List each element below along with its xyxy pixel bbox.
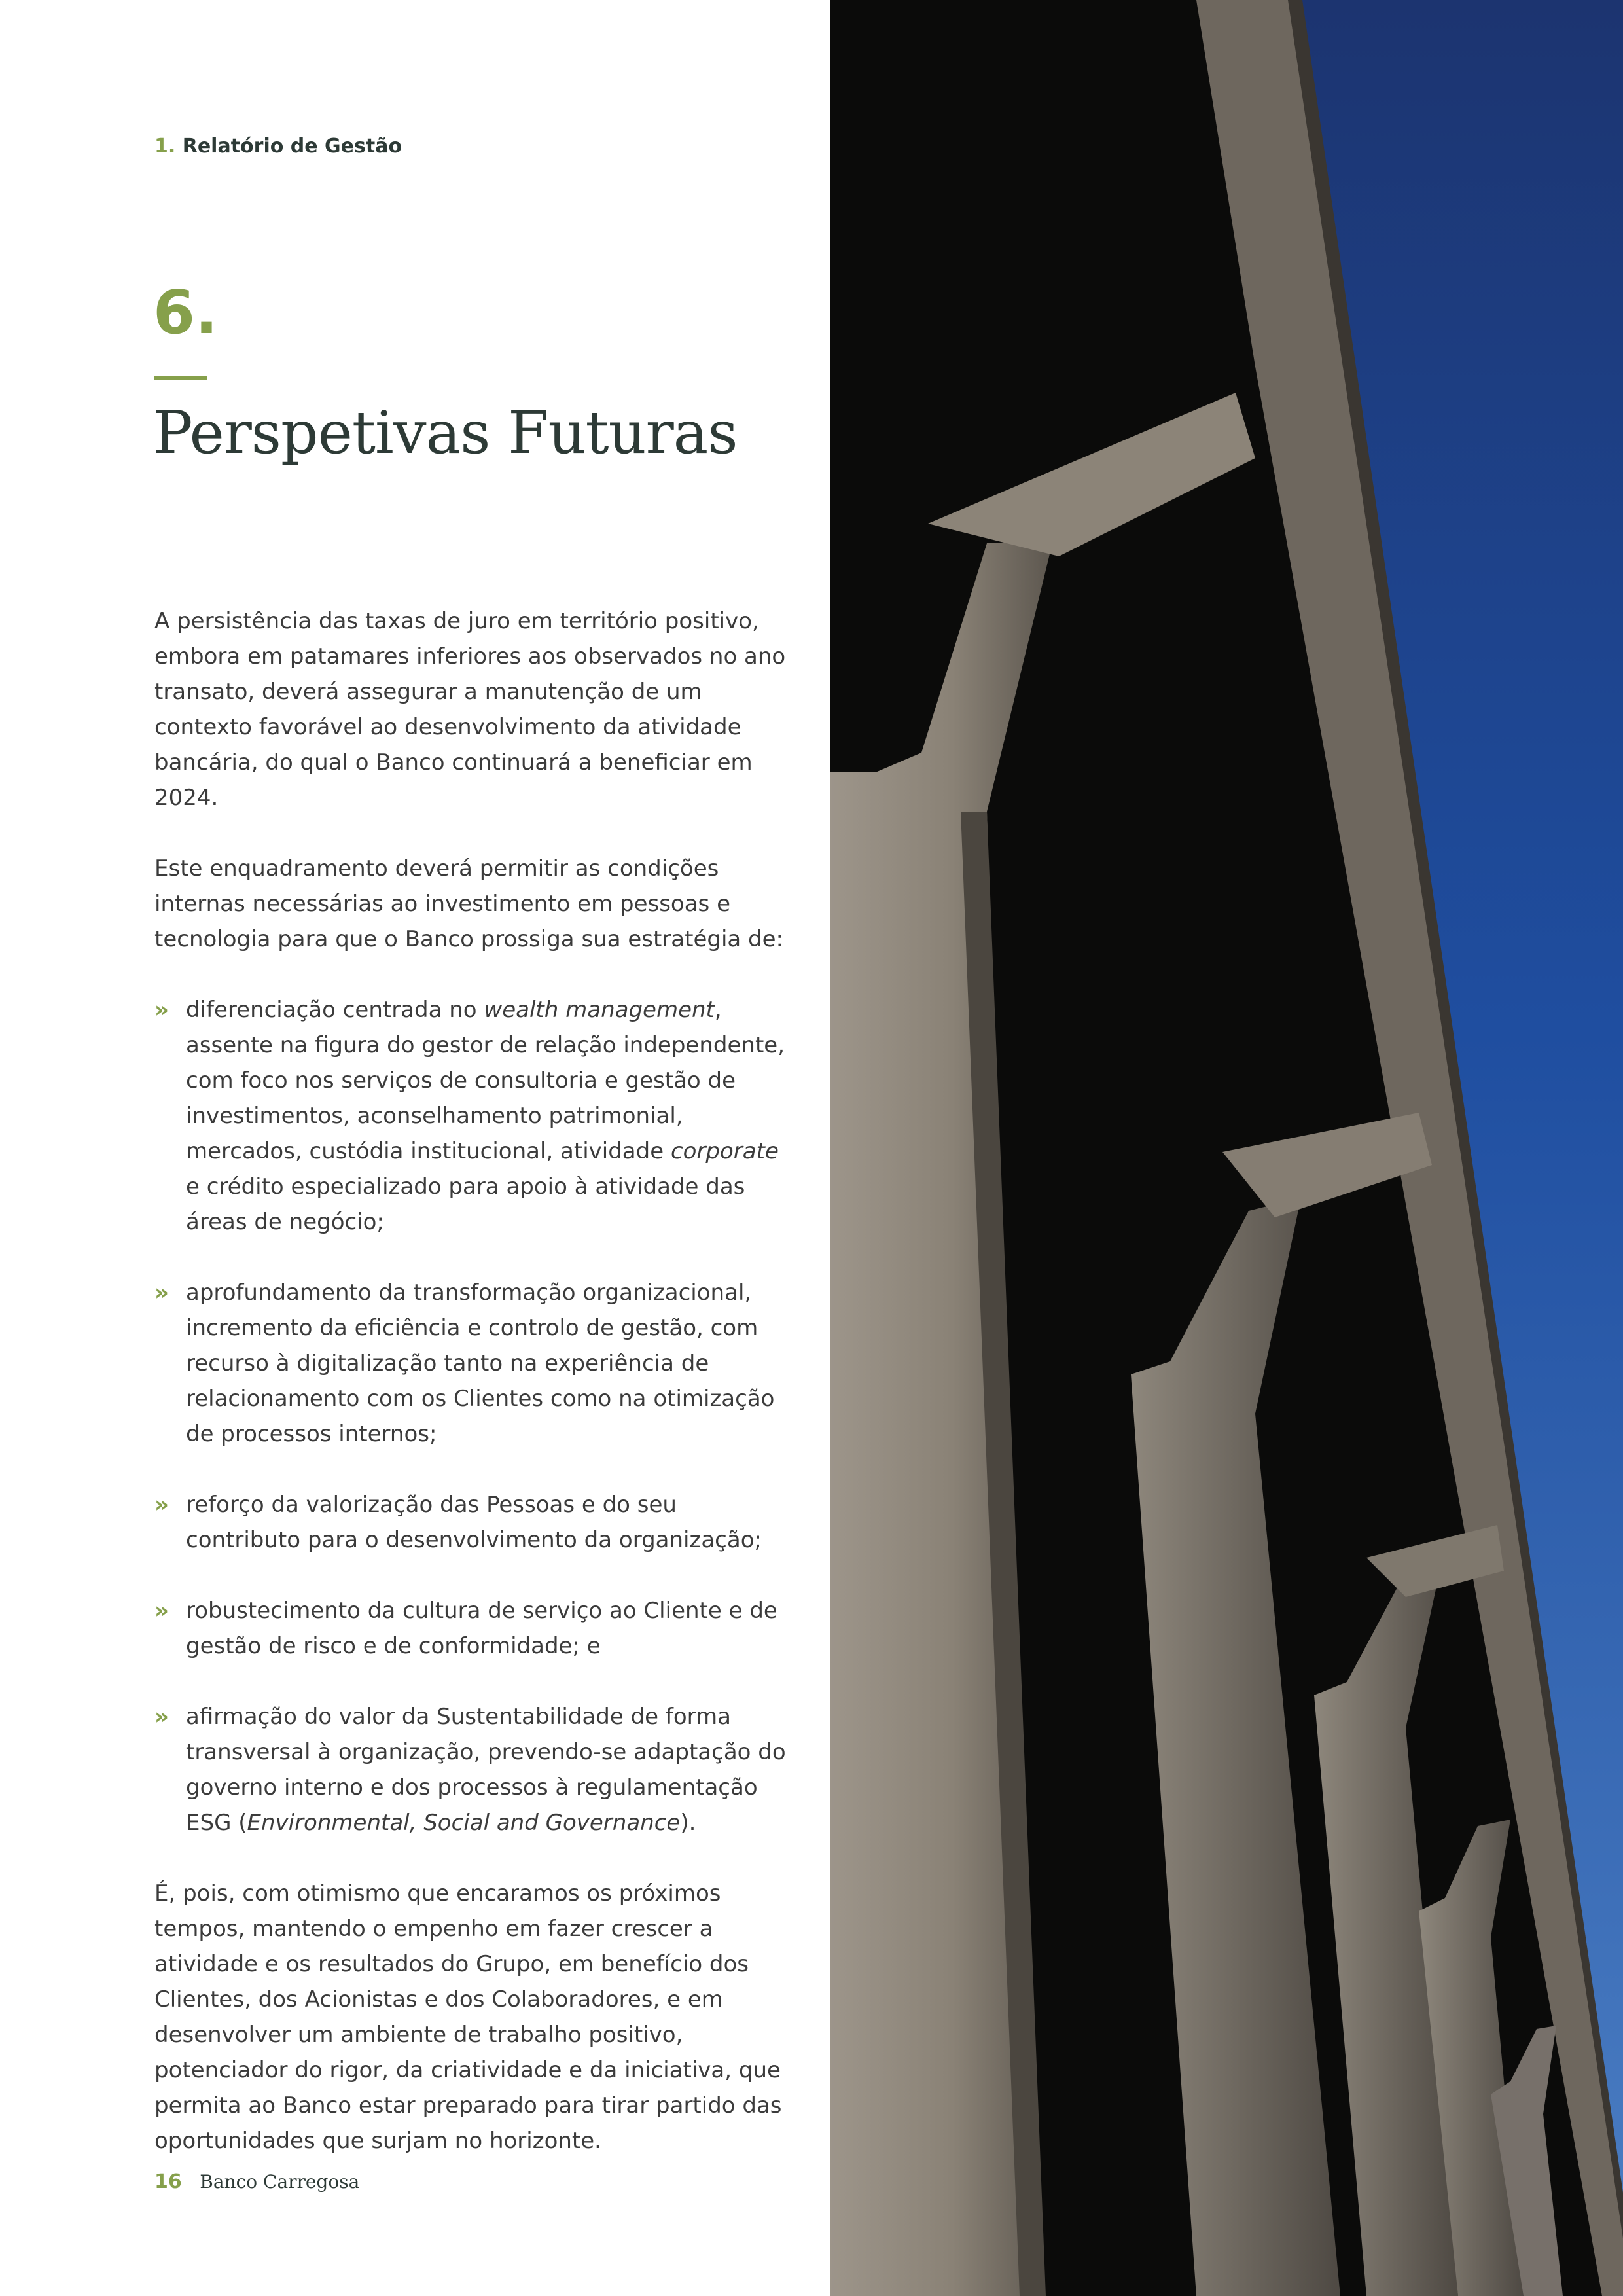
list-item xyxy=(154,1699,788,1840)
list-item-emphasis: corporate xyxy=(670,1138,779,1164)
bullet-marker-icon: » xyxy=(154,1598,169,1624)
page-number: 16 xyxy=(154,2170,182,2193)
list-item-emphasis: Environmental, Social and Governance xyxy=(247,1810,681,1836)
breadcrumb-label: Relatório de Gestão xyxy=(182,135,402,158)
body-text xyxy=(154,603,788,2194)
page-footer xyxy=(154,2170,359,2193)
list-item-text: robustecimento da cultura de serviço ao Cliente e de gestão de risco e de conformidade; e xyxy=(186,1598,777,1659)
list-item xyxy=(154,1593,788,1664)
list-item-text: e crédito especializado para apoio à atividade das áreas de negócio; xyxy=(186,1174,745,1235)
list-item-text: ). xyxy=(680,1810,696,1836)
list-item xyxy=(154,992,788,1240)
section-number: 6. xyxy=(153,278,218,348)
list-item-text: diferenciação centrada no xyxy=(186,997,484,1023)
breadcrumb xyxy=(154,135,402,158)
bullet-marker-icon: » xyxy=(154,1704,169,1730)
page-title: Perspetivas Futuras xyxy=(153,399,738,467)
list-item-emphasis: wealth management xyxy=(484,997,715,1023)
paragraph-conclusion: É, pois, com otimismo que encaramos os próximos tempos, mantendo o empenho em fazer crescer a atividade e os resultados do Grupo, em benefício dos Clientes, dos Acionistas e dos Colaboradores, e em desenvolver um ambiente de trabalho positivo, potenciador do rigor, da criatividade e da iniciativa, que permita ao Banco estar preparado para tirar partido das oportunidades que surjam no horizonte. xyxy=(154,1880,782,2154)
bullet-marker-icon: » xyxy=(154,1492,169,1518)
list-item xyxy=(154,1487,788,1558)
brand-name: Banco Carregosa xyxy=(200,2171,360,2193)
list-item-text: , assente na figura do gestor de relação independente, com foco nos serviços de consultoria e gestão de investimentos, aconselhamento patrimonial, mercados, custódia institucional, atividade xyxy=(186,997,785,1164)
list-item-text: reforço da valorização das Pessoas e do seu contributo para o desenvolvimento da organização; xyxy=(186,1492,762,1553)
bullet-marker-icon: » xyxy=(154,997,169,1023)
paragraph-context: Este enquadramento deverá permitir as condições internas necessárias ao investimento em pessoas e tecnologia para que o Banco prossiga sua estratégia de: xyxy=(154,855,783,952)
section-divider xyxy=(154,376,207,380)
paragraph-intro: A persistência das taxas de juro em território positivo, embora em patamares inferiores aos observados no ano transato, deverá assegurar a manutenção de um contexto favorável ao desenvolvimento da atividade bancária, do qual o Banco continuará a beneficiar em 2024. xyxy=(154,608,786,811)
bullet-marker-icon: » xyxy=(154,1280,169,1306)
breadcrumb-number: 1. xyxy=(154,135,176,158)
list-item-text: afirmação do valor da Sustentabilidade de forma transversal à organização, prevendo-se adaptação do governo interno e dos processos à regulamentação ESG ( xyxy=(186,1704,786,1836)
viaduct-photo xyxy=(830,0,1623,2296)
strategy-list xyxy=(154,992,788,1840)
list-item-text: aprofundamento da transformação organizacional, incremento da eficiência e controlo de gestão, com recurso à digitalização tanto na experiência de relacionamento com os Clientes como na otimização de processos internos; xyxy=(186,1280,775,1447)
list-item xyxy=(154,1275,788,1452)
